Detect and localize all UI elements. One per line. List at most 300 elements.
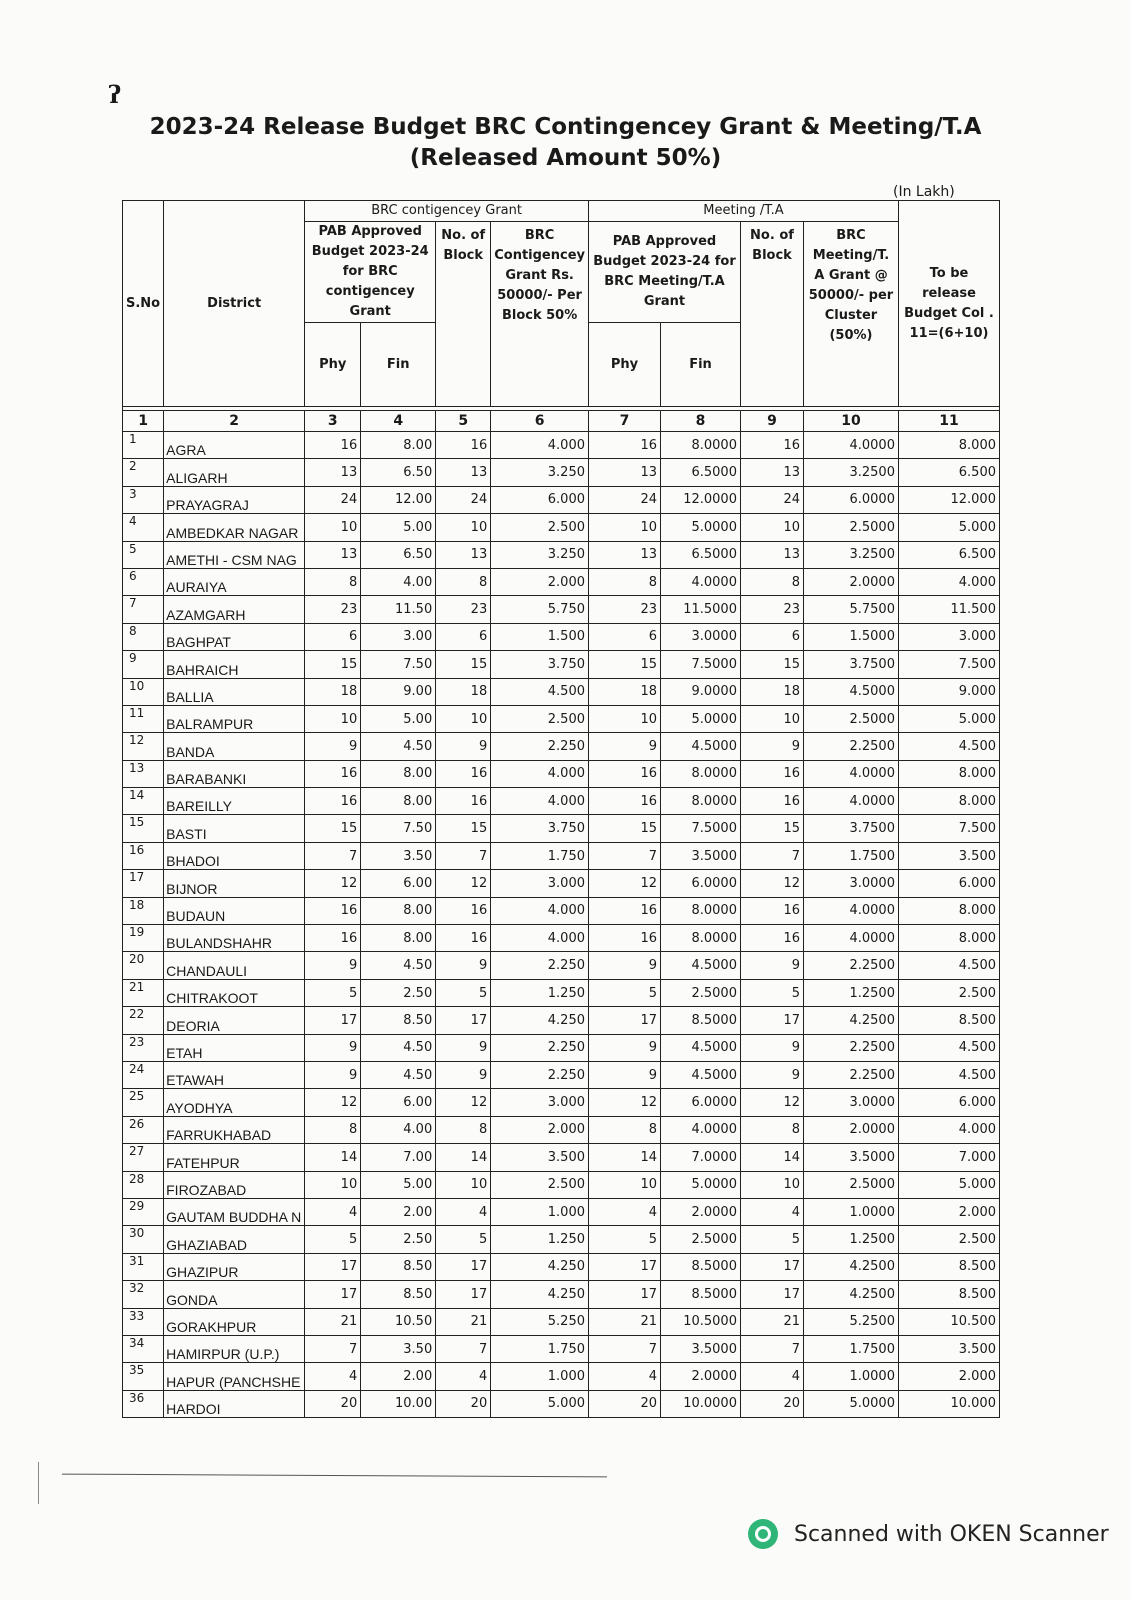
- row-value: 2.0000: [803, 1116, 898, 1143]
- row-value: 17: [740, 1281, 803, 1308]
- row-value: 13: [588, 541, 660, 568]
- row-value: 10: [436, 514, 491, 541]
- row-value: 12: [588, 870, 660, 897]
- row-value: 4: [740, 1363, 803, 1390]
- row-value: 8.500: [898, 1007, 999, 1034]
- row-district: CHITRAKOOT: [164, 979, 305, 1006]
- table-row: [123, 1089, 1000, 1116]
- row-value: 8.5000: [660, 1253, 740, 1280]
- row-value: 10: [740, 1171, 803, 1198]
- row-value: 4.2500: [803, 1281, 898, 1308]
- row-value: 10.000: [898, 1390, 999, 1417]
- scanner-logo-icon: [748, 1519, 778, 1549]
- row-value: 10.500: [898, 1308, 999, 1335]
- row-value: 2.0000: [660, 1363, 740, 1390]
- table-row: [123, 1061, 1000, 1088]
- row-value: 12: [436, 1089, 491, 1116]
- row-value: 4.000: [491, 432, 589, 459]
- row-value: 8.000: [898, 432, 999, 459]
- row-value: 10.00: [361, 1390, 436, 1417]
- row-value: 3.7500: [803, 651, 898, 678]
- row-value: 17: [305, 1253, 361, 1280]
- row-value: 9: [436, 1034, 491, 1061]
- row-value: 21: [436, 1308, 491, 1335]
- row-value: 8.500: [898, 1253, 999, 1280]
- title-line-2: (Released Amount 50%): [409, 145, 722, 171]
- row-value: 23: [740, 596, 803, 623]
- row-district: GORAKHPUR: [164, 1308, 305, 1335]
- row-value: 2.00: [361, 1198, 436, 1225]
- row-value: 15: [588, 815, 660, 842]
- row-value: 3.5000: [803, 1144, 898, 1171]
- row-value: 8.000: [898, 760, 999, 787]
- row-value: 16: [740, 760, 803, 787]
- row-value: 9: [436, 733, 491, 760]
- row-value: 6: [740, 623, 803, 650]
- row-district: BAHRAICH: [164, 651, 305, 678]
- row-value: 2.5000: [803, 1171, 898, 1198]
- row-value: 9: [740, 733, 803, 760]
- row-sno: 9: [123, 651, 164, 678]
- row-value: 8.00: [361, 925, 436, 952]
- row-value: 8.000: [898, 897, 999, 924]
- row-value: 16: [305, 897, 361, 924]
- row-value: 3.500: [898, 842, 999, 869]
- row-value: 7.50: [361, 651, 436, 678]
- row-value: 8: [740, 568, 803, 595]
- col-number: 8: [660, 411, 740, 432]
- table-row: [123, 432, 1000, 459]
- row-value: 5.0000: [660, 1171, 740, 1198]
- row-value: 16: [588, 760, 660, 787]
- row-value: 2.500: [898, 979, 999, 1006]
- row-value: 8.0000: [660, 788, 740, 815]
- row-sno: 31: [123, 1253, 164, 1280]
- row-district: FATEHPUR: [164, 1144, 305, 1171]
- row-value: 4.50: [361, 1061, 436, 1088]
- row-value: 12.00: [361, 486, 436, 513]
- row-value: 15: [436, 651, 491, 678]
- table-row: [123, 733, 1000, 760]
- row-value: 2.5000: [803, 514, 898, 541]
- row-value: 12: [740, 870, 803, 897]
- table-row: [123, 760, 1000, 787]
- row-value: 4.0000: [660, 568, 740, 595]
- row-value: 17: [588, 1253, 660, 1280]
- row-value: 5.00: [361, 1171, 436, 1198]
- header-no-of-block-2: No. of Block: [740, 222, 803, 407]
- row-value: 9: [305, 952, 361, 979]
- row-value: 7: [436, 842, 491, 869]
- row-value: 21: [740, 1308, 803, 1335]
- row-value: 15: [588, 651, 660, 678]
- row-value: 11.500: [898, 596, 999, 623]
- row-value: 8.0000: [660, 760, 740, 787]
- row-value: 17: [436, 1007, 491, 1034]
- row-value: 9.00: [361, 678, 436, 705]
- row-value: 16: [436, 432, 491, 459]
- row-value: 16: [740, 897, 803, 924]
- row-value: 12: [305, 1089, 361, 1116]
- row-value: 1.2500: [803, 1226, 898, 1253]
- row-value: 16: [436, 760, 491, 787]
- row-value: 9.0000: [660, 678, 740, 705]
- row-value: 4.0000: [803, 760, 898, 787]
- col-number: 2: [164, 411, 305, 432]
- row-value: 2.500: [898, 1226, 999, 1253]
- row-value: 11.50: [361, 596, 436, 623]
- row-sno: 6: [123, 568, 164, 595]
- row-value: 4.2500: [803, 1007, 898, 1034]
- row-value: 3.2500: [803, 541, 898, 568]
- row-value: 2.2500: [803, 733, 898, 760]
- row-value: 7.500: [898, 815, 999, 842]
- row-district: DEORIA: [164, 1007, 305, 1034]
- row-value: 1.5000: [803, 623, 898, 650]
- row-sno: 22: [123, 1007, 164, 1034]
- row-sno: 4: [123, 514, 164, 541]
- row-value: 10: [588, 705, 660, 732]
- row-value: 13: [305, 459, 361, 486]
- row-district: BANDA: [164, 733, 305, 760]
- row-value: 8.00: [361, 788, 436, 815]
- row-value: 2.2500: [803, 1034, 898, 1061]
- header-pab-meeting: PAB Approved Budget 2023-24 for BRC Meeting/T.A Grant: [588, 222, 740, 323]
- row-district: GAUTAM BUDDHA N: [164, 1198, 305, 1225]
- row-district: HARDOI: [164, 1390, 305, 1417]
- row-value: 1.0000: [803, 1198, 898, 1225]
- row-value: 8.00: [361, 432, 436, 459]
- table-row: [123, 788, 1000, 815]
- row-value: 17: [740, 1007, 803, 1034]
- row-value: 20: [305, 1390, 361, 1417]
- row-value: 3.50: [361, 842, 436, 869]
- row-value: 17: [588, 1007, 660, 1034]
- table-row: [123, 596, 1000, 623]
- row-sno: 20: [123, 952, 164, 979]
- row-value: 20: [740, 1390, 803, 1417]
- row-value: 15: [740, 815, 803, 842]
- table-row: [123, 815, 1000, 842]
- row-value: 3.750: [491, 651, 589, 678]
- row-value: 24: [305, 486, 361, 513]
- row-district: BASTI: [164, 815, 305, 842]
- row-value: 3.000: [898, 623, 999, 650]
- row-value: 4.500: [898, 1034, 999, 1061]
- table-row: [123, 1363, 1000, 1390]
- row-district: GONDA: [164, 1281, 305, 1308]
- row-value: 16: [305, 788, 361, 815]
- header-district: District: [164, 201, 305, 407]
- row-value: 16: [588, 925, 660, 952]
- row-value: 16: [588, 432, 660, 459]
- row-value: 6.00: [361, 1089, 436, 1116]
- row-value: 1.750: [491, 842, 589, 869]
- row-value: 5.7500: [803, 596, 898, 623]
- col-number: 9: [740, 411, 803, 432]
- row-district: HAPUR (PANCHSHE: [164, 1363, 305, 1390]
- row-value: 5.750: [491, 596, 589, 623]
- row-value: 4.50: [361, 952, 436, 979]
- row-value: 7: [305, 1335, 361, 1362]
- row-value: 5: [588, 1226, 660, 1253]
- row-value: 4.50: [361, 1034, 436, 1061]
- header-fin: Fin: [361, 323, 436, 407]
- row-district: CHANDAULI: [164, 952, 305, 979]
- row-value: 9: [305, 733, 361, 760]
- row-value: 16: [588, 788, 660, 815]
- row-value: 15: [305, 815, 361, 842]
- row-value: 6.00: [361, 870, 436, 897]
- row-value: 8: [588, 1116, 660, 1143]
- row-value: 16: [436, 925, 491, 952]
- table-row: [123, 1198, 1000, 1225]
- row-value: 13: [436, 541, 491, 568]
- row-value: 21: [588, 1308, 660, 1335]
- row-value: 10: [305, 1171, 361, 1198]
- row-value: 6.500: [898, 541, 999, 568]
- table-row: [123, 486, 1000, 513]
- row-value: 4: [305, 1363, 361, 1390]
- row-sno: 25: [123, 1089, 164, 1116]
- row-value: 8.0000: [660, 432, 740, 459]
- row-value: 2.000: [898, 1363, 999, 1390]
- row-district: GHAZIABAD: [164, 1226, 305, 1253]
- row-value: 16: [305, 432, 361, 459]
- row-value: 8.5000: [660, 1281, 740, 1308]
- row-district: AYODHYA: [164, 1089, 305, 1116]
- row-value: 9: [740, 1061, 803, 1088]
- col-number: 5: [436, 411, 491, 432]
- row-value: 23: [305, 596, 361, 623]
- row-district: GHAZIPUR: [164, 1253, 305, 1280]
- header-release: To be release Budget Col . 11=(6+10): [898, 201, 999, 407]
- table-row: [123, 678, 1000, 705]
- row-value: 6.5000: [660, 541, 740, 568]
- row-sno: 23: [123, 1034, 164, 1061]
- row-value: 4.5000: [660, 952, 740, 979]
- row-value: 24: [588, 486, 660, 513]
- row-value: 18: [588, 678, 660, 705]
- table-row: [123, 1116, 1000, 1143]
- row-value: 8.000: [898, 788, 999, 815]
- row-sno: 7: [123, 596, 164, 623]
- row-value: 13: [740, 459, 803, 486]
- row-value: 8.0000: [660, 897, 740, 924]
- row-sno: 33: [123, 1308, 164, 1335]
- row-district: AMETHI - CSM NAG: [164, 541, 305, 568]
- scan-edge-mark: [38, 1462, 39, 1504]
- header-brc-grant: BRC Contigencey Grant Rs. 50000/- Per Block 50%: [491, 222, 589, 407]
- row-sno: 29: [123, 1198, 164, 1225]
- row-value: 3.0000: [803, 1089, 898, 1116]
- row-value: 8: [305, 1116, 361, 1143]
- row-value: 20: [588, 1390, 660, 1417]
- row-sno: 18: [123, 897, 164, 924]
- row-value: 8.500: [898, 1281, 999, 1308]
- row-sno: 28: [123, 1171, 164, 1198]
- row-value: 17: [305, 1281, 361, 1308]
- header-phy: Phy: [305, 323, 361, 407]
- row-value: 4.000: [898, 568, 999, 595]
- row-value: 4.250: [491, 1281, 589, 1308]
- row-value: 12: [305, 870, 361, 897]
- row-value: 7.50: [361, 815, 436, 842]
- row-value: 5.0000: [660, 514, 740, 541]
- row-value: 14: [740, 1144, 803, 1171]
- row-district: ALIGARH: [164, 459, 305, 486]
- row-value: 2.250: [491, 1061, 589, 1088]
- row-value: 4.0000: [803, 788, 898, 815]
- row-value: 6: [305, 623, 361, 650]
- row-value: 4.00: [361, 1116, 436, 1143]
- row-value: 9: [740, 952, 803, 979]
- table-row: [123, 705, 1000, 732]
- row-district: AURAIYA: [164, 568, 305, 595]
- row-value: 8: [305, 568, 361, 595]
- row-sno: 16: [123, 842, 164, 869]
- row-value: 8: [436, 568, 491, 595]
- row-value: 5.000: [898, 705, 999, 732]
- row-value: 3.000: [491, 870, 589, 897]
- row-value: 10: [588, 1171, 660, 1198]
- row-value: 15: [305, 651, 361, 678]
- row-value: 4: [588, 1363, 660, 1390]
- row-value: 5.000: [898, 514, 999, 541]
- column-number-row: [123, 411, 1000, 432]
- row-value: 8.000: [898, 925, 999, 952]
- row-value: 5.0000: [803, 1390, 898, 1417]
- row-value: 1.500: [491, 623, 589, 650]
- row-value: 2.5000: [660, 1226, 740, 1253]
- row-value: 8.50: [361, 1253, 436, 1280]
- row-value: 6: [436, 623, 491, 650]
- row-sno: 13: [123, 760, 164, 787]
- corner-mark: ʔ: [108, 80, 122, 109]
- table-row: [123, 1034, 1000, 1061]
- row-value: 7: [740, 842, 803, 869]
- row-value: 6.50: [361, 541, 436, 568]
- row-value: 4.50: [361, 733, 436, 760]
- header-group-brc: BRC contigencey Grant: [305, 201, 589, 222]
- row-value: 4.5000: [660, 1061, 740, 1088]
- row-value: 7.000: [898, 1144, 999, 1171]
- col-number: 11: [898, 411, 999, 432]
- table-row: [123, 541, 1000, 568]
- row-value: 5.2500: [803, 1308, 898, 1335]
- row-value: 6.500: [898, 459, 999, 486]
- signature-line: [62, 1474, 607, 1478]
- row-value: 5: [436, 979, 491, 1006]
- row-value: 7.5000: [660, 815, 740, 842]
- row-value: 17: [740, 1253, 803, 1280]
- table-row: [123, 979, 1000, 1006]
- row-value: 2.250: [491, 952, 589, 979]
- row-value: 3.500: [898, 1335, 999, 1362]
- row-value: 13: [305, 541, 361, 568]
- row-value: 6.000: [898, 1089, 999, 1116]
- row-value: 2.0000: [803, 568, 898, 595]
- row-sno: 19: [123, 925, 164, 952]
- row-value: 6.50: [361, 459, 436, 486]
- row-sno: 21: [123, 979, 164, 1006]
- row-district: BUDAUN: [164, 897, 305, 924]
- row-value: 3.500: [491, 1144, 589, 1171]
- row-value: 10: [588, 514, 660, 541]
- row-value: 4.000: [898, 1116, 999, 1143]
- table-row: [123, 1281, 1000, 1308]
- row-value: 7.500: [898, 651, 999, 678]
- header-sno: S.No: [123, 201, 164, 407]
- table-row: [123, 842, 1000, 869]
- row-sno: 17: [123, 870, 164, 897]
- row-value: 24: [436, 486, 491, 513]
- row-value: 2.5000: [660, 979, 740, 1006]
- row-sno: 30: [123, 1226, 164, 1253]
- row-value: 10.0000: [660, 1390, 740, 1417]
- row-value: 5: [436, 1226, 491, 1253]
- row-value: 2.250: [491, 1034, 589, 1061]
- row-sno: 36: [123, 1390, 164, 1417]
- row-value: 6.0000: [660, 1089, 740, 1116]
- row-value: 10.5000: [660, 1308, 740, 1335]
- row-value: 4.5000: [803, 678, 898, 705]
- row-sno: 3: [123, 486, 164, 513]
- row-value: 9: [588, 1061, 660, 1088]
- row-value: 4.5000: [660, 733, 740, 760]
- row-value: 4: [740, 1198, 803, 1225]
- table-row: [123, 623, 1000, 650]
- row-value: 2.000: [898, 1198, 999, 1225]
- row-sno: 5: [123, 541, 164, 568]
- row-value: 4.500: [491, 678, 589, 705]
- row-value: 12.0000: [660, 486, 740, 513]
- row-value: 1.7500: [803, 842, 898, 869]
- header-group-meeting: Meeting /T.A: [588, 201, 898, 222]
- row-value: 5.00: [361, 705, 436, 732]
- row-value: 7.00: [361, 1144, 436, 1171]
- row-district: PRAYAGRAJ: [164, 486, 305, 513]
- row-sno: 26: [123, 1116, 164, 1143]
- scanner-label: Scanned with OKEN Scanner: [794, 1521, 1109, 1547]
- row-value: 2.2500: [803, 1061, 898, 1088]
- row-value: 1.000: [491, 1363, 589, 1390]
- row-value: 2.0000: [660, 1198, 740, 1225]
- scanner-watermark: [748, 1519, 1109, 1549]
- row-value: 4.000: [491, 897, 589, 924]
- row-value: 4.500: [898, 733, 999, 760]
- table-body: [123, 432, 1000, 1418]
- row-value: 10: [740, 705, 803, 732]
- row-value: 6.0000: [660, 870, 740, 897]
- row-value: 18: [740, 678, 803, 705]
- row-value: 12: [740, 1089, 803, 1116]
- row-value: 4: [436, 1363, 491, 1390]
- row-value: 2.500: [491, 705, 589, 732]
- row-value: 4.00: [361, 568, 436, 595]
- row-value: 2.500: [491, 1171, 589, 1198]
- row-value: 8.00: [361, 760, 436, 787]
- row-value: 2.000: [491, 568, 589, 595]
- col-number: 1: [123, 411, 164, 432]
- row-value: 2.5000: [803, 705, 898, 732]
- row-district: BALLIA: [164, 678, 305, 705]
- row-value: 3.5000: [660, 1335, 740, 1362]
- row-value: 2.50: [361, 1226, 436, 1253]
- row-value: 5: [740, 979, 803, 1006]
- row-value: 24: [740, 486, 803, 513]
- row-value: 14: [588, 1144, 660, 1171]
